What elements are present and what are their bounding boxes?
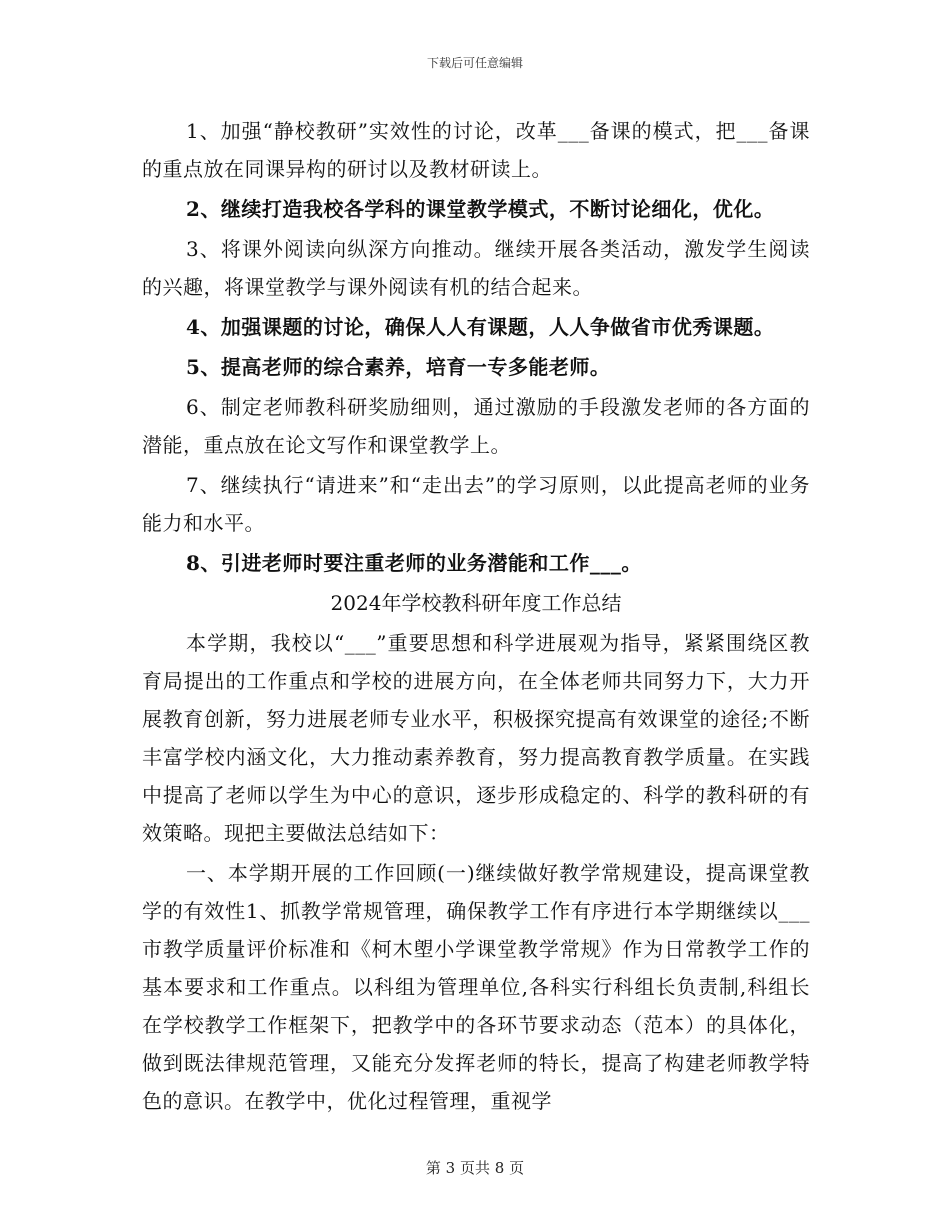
paragraph-4: 4、加强课题的讨论，确保人人有课题，人人争做省市优秀课题。 [186,315,775,339]
paragraph-3: 3、将课外阅读向纵深方向推动。继续开展各类活动，激发学生阅读的兴趣，将课堂教学与课外阅读有机的结合起来。 [142,237,810,299]
paragraph-10: 一、本学期开展的工作回顾(一)继续做好教学常规建设，提高课堂教学的有效性1、抓教学常规管理，确保教学工作有序进行本学期继续以___市教学质量评价标准和《柯木塱小学课堂教学常规》作为日常教学工作的基本要求和工作重点。以科组为管理单位,各科实行科组长负责制,科组长在学校教学工作框架下，把教学中的各环节要求动态（范本）的具体化，做到既法律规范管理，又能充分发挥老师的特长，提高了构建老师教学特色的意识。在教学中，优化过程管理，重视学 [142,861,810,1113]
paragraph-9: 本学期，我校以“___”重要思想和科学进展观为指导，紧紧围绕区教育局提出的工作重点和学校的进展方向，在全体老师共同努力下，大力开展教育创新，努力进展老师专业水平，积极探究提高有效课堂的途径;不断丰富学校内涵文化，大力推动素养教育，努力提高教育教学质量。在实践中提高了老师以学生为中心的意识，逐步形成稳定的、科学的教科研的有效策略。现把主要做法总结如下： [142,631,810,845]
paragraph-8: 8、引进老师时要注重老师的业务潜能和工作___。 [186,551,642,575]
paragraph-5: 5、提高老师的综合素养，培育一专多能老师。 [186,355,611,379]
section-title: 2024年学校教科研年度工作总结 [330,591,622,615]
paragraph-1: 1、加强“静校教研”实效性的讨论，改革___备课的模式，把___备课的重点放在同课异构的研讨以及教材研读上。 [142,119,810,181]
document-body [142,112,810,1120]
paragraph-7: 7、继续执行“请进来”和“走出去”的学习原则，以此提高老师的业务能力和水平。 [142,473,810,535]
paragraph-2: 2、继续打造我校各学科的课堂教学模式，不断讨论细化，优化。 [186,197,775,221]
page-footer: 第 3 页共 8 页 [425,1159,525,1177]
page-header: 下载后可任意编辑 [426,56,523,70]
paragraph-6: 6、制定老师教科研奖励细则，通过激励的手段激发老师的各方面的潜能，重点放在论文写作和课堂教学上。 [142,395,810,457]
